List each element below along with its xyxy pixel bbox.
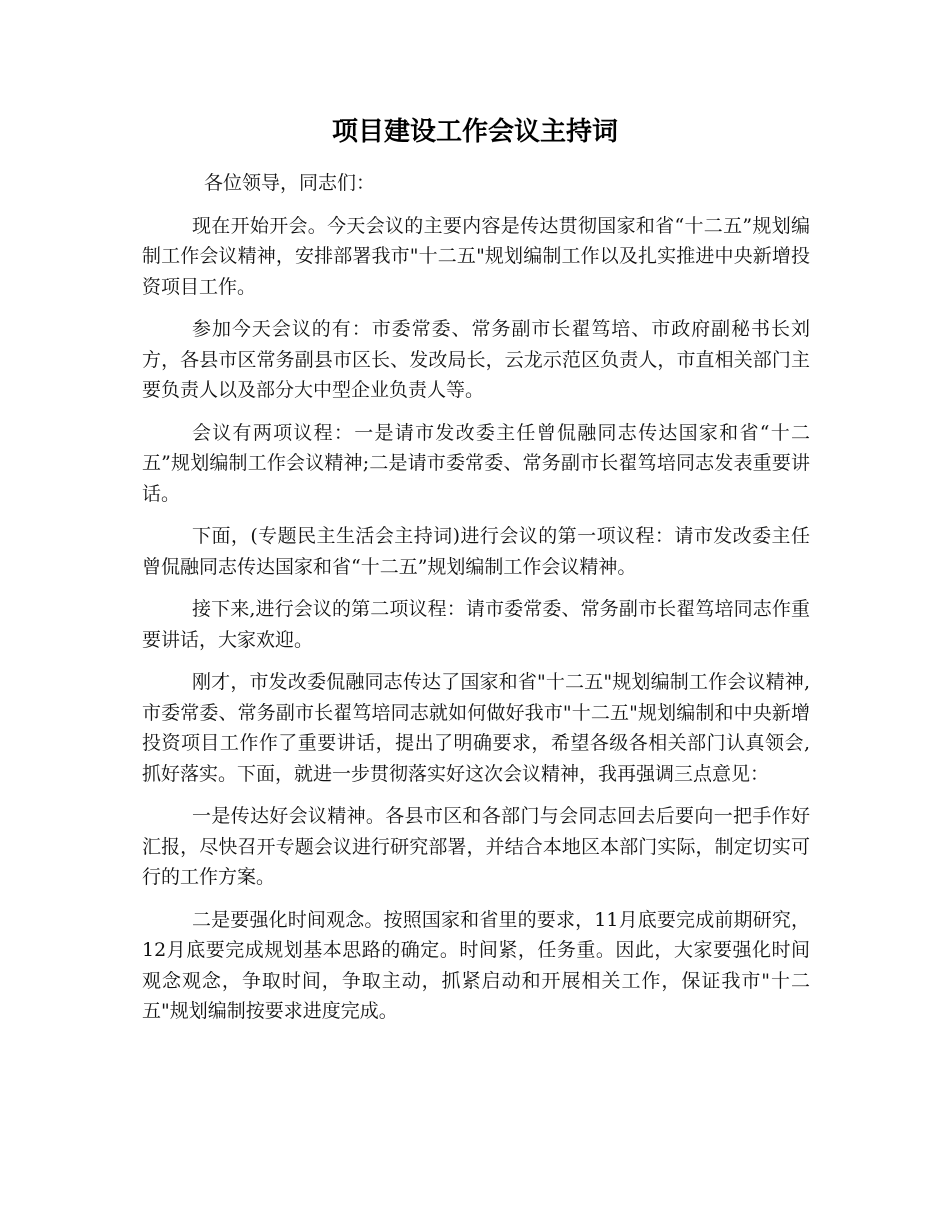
paragraph-first-item: 下面，(专题民主生活会主持词)进行会议的第一项议程：请市发改委主任曾侃融同志传达国家和省“十二五”规划编制工作会议精神。: [142, 525, 810, 578]
paragraph-point-two: 二是要强化时间观念。按照国家和省里的要求，11月底要完成前期研究，12月底要完成规划基本思路的确定。时间紧，任务重。因此，大家要强化时间观念观念，争取时间，争取主动，抓紧启动和开展相关工作，保证我市"十二五"规划编制按要求进度完成。: [142, 908, 810, 1022]
paragraph-opening: 现在开始开会。今天会议的主要内容是传达贯彻国家和省“十二五”规划编制工作会议精神，安排部署我市"十二五"规划编制工作以及扎实推进中央新增投资项目工作。: [142, 214, 810, 298]
paragraph-point-one: 一是传达好会议精神。各县市区和各部门与会同志回去后要向一把手作好汇报，尽快召开专题会议进行研究部署，并结合本地区本部门实际，制定切实可行的工作方案。: [142, 805, 810, 888]
paragraph-second-item: 接下来,进行会议的第二项议程：请市委常委、常务副市长翟笃培同志作重要讲话，大家欢迎。: [142, 598, 810, 651]
document-title: 项目建设工作会议主持词: [331, 117, 618, 147]
document-body: [142, 168, 810, 1039]
salutation: 各位领导，同志们：: [204, 172, 376, 194]
paragraph-attendees: 参加今天会议的有：市委常委、常务副市长翟笃培、市政府副秘书长刘方，各县市区常务副县市区长、发改局长，云龙示范区负责人，市直相关部门主要负责人以及部分大中型企业负责人等。: [142, 318, 810, 401]
paragraph-agenda: 会议有两项议程：一是请市发改委主任曾侃融同志传达国家和省“十二五”规划编制工作会议精神;二是请市委常委、常务副市长翟笃培同志发表重要讲话。: [142, 421, 810, 505]
paragraph-summary: 刚才，市发改委侃融同志传达了国家和省"十二五"规划编制工作会议精神,市委常委、常务副市长翟笃培同志就如何做好我市"十二五"规划编制和中央新增投资项目工作作了重要讲话，提出了明确要求，希望各级各相关部门认真领会,抓好落实。下面，就进一步贯彻落实好这次会议精神，我再强调三点意见：: [142, 671, 810, 785]
